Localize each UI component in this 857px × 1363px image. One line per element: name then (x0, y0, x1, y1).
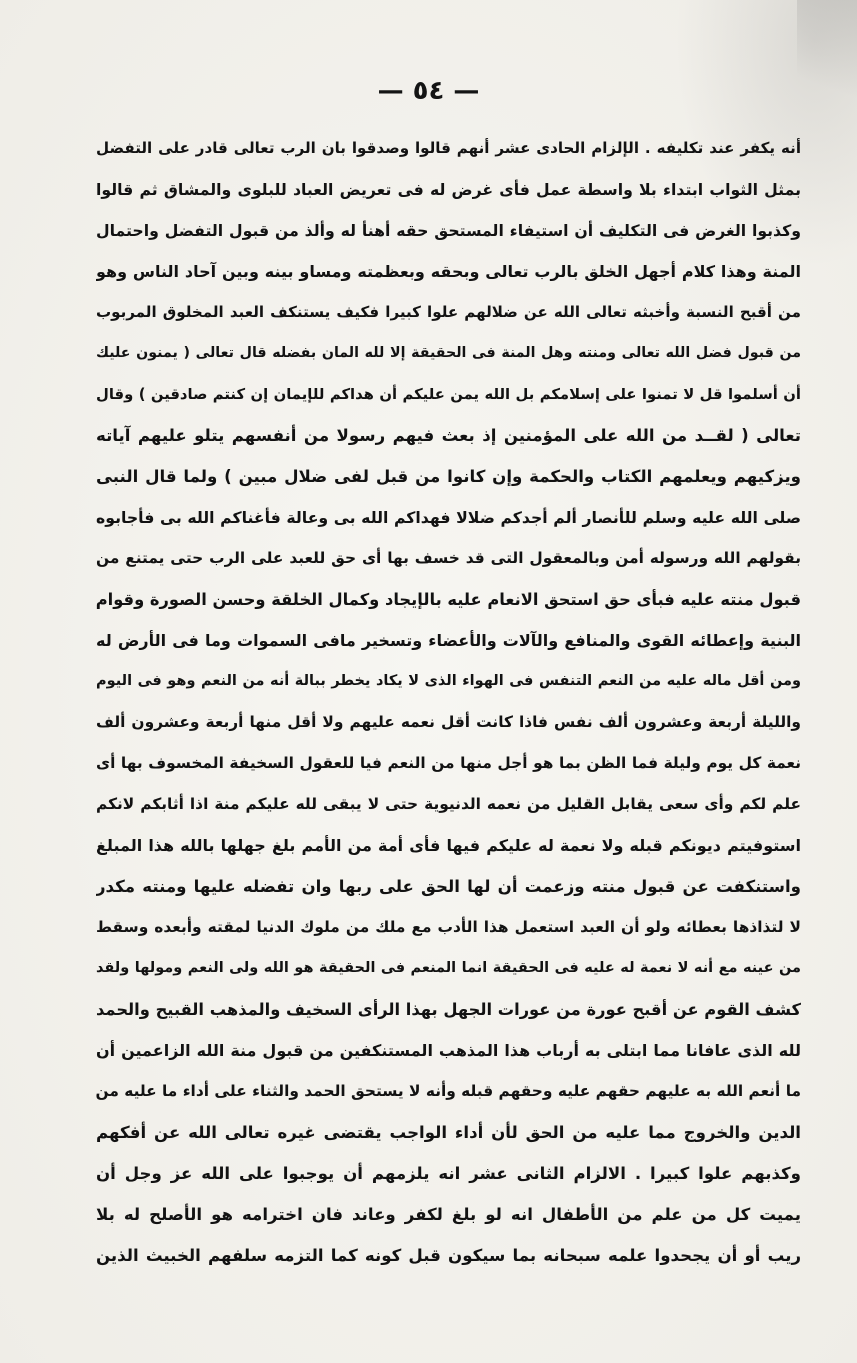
page-number: — ٥٤ — (377, 76, 480, 106)
text-line: لله الذى عافانا مما ابتلى به أرباب هذا المذهب المستنكفين من قبول منة الله الزاعمين أن (96, 1041, 801, 1060)
text-line: وكذبهم علوا كبيرا . الالزام الثانى عشر انه يلزمهم أن يوجبوا على الله عز وجل أن (96, 1164, 801, 1183)
text-line: البنية وإعطائه القوى والمنافع والآلات والأعضاء وتسخير مافى السموات وما فى الأرض له (96, 631, 801, 650)
text-line: ما أنعم الله به عليهم حقهم عليه وحقهم قبله وأنه لا يستحق الحمد والثناء على أداء ما عليه من (96, 1082, 801, 1100)
text-line: صلى الله عليه وسلم للأنصار ألم أجدكم ضلالا فهداكم الله بى وعالة فأغناكم الله بى فأجابوه (96, 508, 801, 527)
text-line: واستنكفت عن قبول منته وزعمت أن لها الحق على ربها وان تفضله عليها ومنته مكدر (96, 877, 801, 896)
text-line: بمثل الثواب ابتداء بلا واسطة عمل فأى غرض له فى تعريض العباد للبلوى والمشاق ثم قالوا (96, 180, 801, 199)
text-line: من أقبح النسبة وأخبثه تعالى الله عن ضلالهم علوا كبيرا فكيف يستنكف العبد المخلوق المربوب (96, 303, 801, 321)
text-line: كشف القوم عن أقبح عورة من عورات الجهل بهذا الرأى السخيف والمذهب القبيح والحمد (96, 1000, 801, 1019)
text-line: من قبول فضل الله تعالى ومنته وهل المنة فى الحقيقة إلا لله المان بفضله قال تعالى ( يمنون عليك (96, 345, 801, 361)
text-line: المنة وهذا كلام أجهل الخلق بالرب تعالى وبحقه وبعظمته ومساو بينه وبين آحاد الناس وهو (96, 262, 801, 281)
text-line: يميت كل من علم من الأطفال انه لو بلغ لكفر وعاند فان اخترامه هو الأصلح له بلا (96, 1205, 801, 1224)
text-line: ريب أو أن يجحدوا علمه سبحانه بما سيكون قبل كونه كما التزمه سلفهم الخبيث الذين (96, 1246, 801, 1265)
text-line: أنه يكفر عند تكليفه . الإلزام الحادى عشر أنهم قالوا وصدقوا بان الرب تعالى قادر على التفضل (96, 139, 801, 157)
text-line: ويزكيهم ويعلمهم الكتاب والحكمة وإن كانوا من قبل لفى ضلال مبين ) ولما قال النبى (96, 467, 801, 486)
text-line: تعالى ( لقــد من الله على المؤمنين إذ بعث فيهم رسولا من أنفسهم يتلو عليهم آياته (96, 426, 801, 445)
text-line: نعمة كل يوم وليلة فما الظن بما هو أجل منها من النعم فيا للعقول السخيفة المخسوف بها أى (96, 754, 801, 772)
text-line: لا لتذاذها بعطائه ولو أن العبد استعمل هذا الأدب مع ملك من ملوك الدنيا لمقته وأبعده وسقط (96, 918, 801, 936)
text-line: وكذبوا الغرض فى التكليف أن استيفاء المستحق حقه أهنأ له وألذ من قبول التفضل واحتمال (96, 221, 801, 240)
text-line: علم لكم وأى سعى يقابل القليل من نعمه الدنيوية حتى لا يبقى لله عليكم منة اذا أثابكم لانكم (96, 795, 801, 813)
text-line: الدين والخروج مما عليه من الحق لأن أداء الواجب يقتضى غيره تعالى الله عن أفكهم (96, 1123, 801, 1142)
text-line: من عينه مع أنه لا نعمة له عليه فى الحقيقة انما المنعم فى الحقيقة هو الله ولى النعم ومولها ولقد (96, 960, 801, 976)
text-line: بقولهم الله ورسوله أمن وبالمعقول التى قد خسف بها أى حق للعبد على الرب حتى يمتنع من (96, 549, 801, 567)
text-line: قبول منته عليه فبأى حق استحق الانعام عليه بالإيجاد وكمال الخلقة وحسن الصورة وقوام (96, 590, 801, 609)
text-line: أن أسلموا قل لا تمنوا على إسلامكم بل الله يمن عليكم أن هداكم للإيمان إن كنتم صادقين ) وقال (96, 386, 801, 403)
text-line: والليلة أربعة وعشرون ألف نفس فاذا كانت أقل نعمه عليهم ولا أقل منها أربعة وعشرون ألف (96, 713, 801, 731)
text-line: ومن أقل ماله عليه من النعم التنفس فى الهواء الذى لا يكاد يخطر ببالة أنه من النعم وهو فى اليوم (96, 673, 801, 689)
text-line: استوفيتم ديونكم قبله ولا نعمة له عليكم فيها فأى أمة من الأمم بلغ جهلها بالله هذا المبلغ (96, 836, 801, 855)
body-text (96, 128, 801, 1276)
